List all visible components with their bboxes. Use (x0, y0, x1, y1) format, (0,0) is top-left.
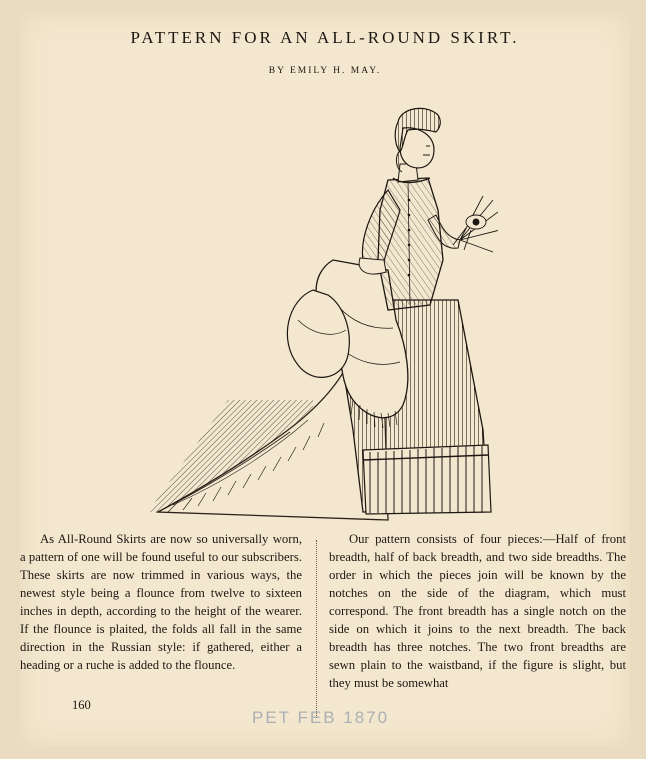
article-title: PATTERN FOR AN ALL-ROUND SKIRT. (130, 28, 520, 47)
article-byline: BY EMILY H. MAY. (268, 66, 382, 76)
engraving-illustration (138, 100, 498, 528)
article-column-right (329, 530, 626, 692)
magazine-page (20, 12, 630, 747)
article-paragraph-left: As All-Round Skirts are now so universally worn, a pattern of one will be found useful to our subscribers. These skirts are now trimmed in various ways, the newest style being a flounce from twelve to sixteen inches in depth, according to the height of the wearer. If the flounce is plaited, the folds all fall in the same direction in the Russian style: if gathered, either a heading or a ruche is added to the flounce. (20, 532, 302, 672)
library-date-stamp: PET FEB 1870 (252, 708, 390, 727)
article-column-left (20, 530, 302, 674)
page-number: 160 (72, 698, 91, 712)
column-divider (316, 540, 318, 718)
article-paragraph-right: Our pattern consists of four pieces:—Half of front breadth, half of back breadth, and two side breadths. The order in which the pieces join will be known by the notches on the side of the diagram, which must correspond. The front breadth has a single notch on the side on which it joins to the next breadth. The back breadth has three notches. The two front breadths are sewn plain to the waistband, if the figure is slight, but they must be somewhat (329, 532, 626, 690)
bouquet (453, 196, 498, 252)
sleeve-cuff (359, 258, 386, 274)
